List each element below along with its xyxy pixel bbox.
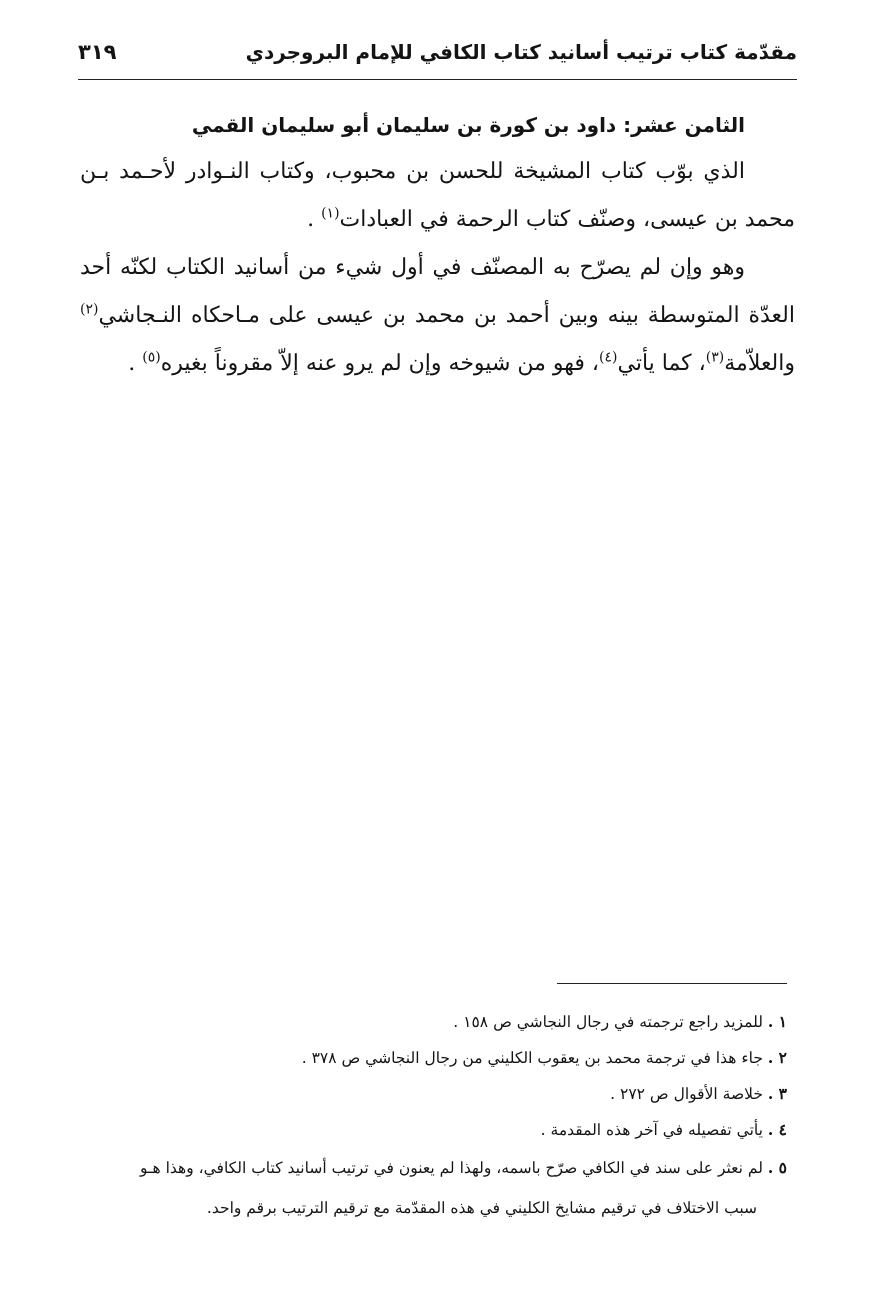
paragraph-2-part-1: وهو وإن لم يصرّح به المصنّف في أول شيء من أسانيد الكتاب لكنّه أحد العدّة المتوسطة بينه وبين أحمد بن محمد بن عيسى على مـاحكاه النـجاشي	[80, 255, 795, 328]
section-heading: الثامن عشر: داود بن كورة بن سليمان أبو سليمان القمي	[191, 113, 745, 137]
footnote-number: ٢ .	[767, 1048, 787, 1067]
main-text	[80, 108, 795, 388]
paragraph-1	[80, 148, 795, 244]
footnote-2	[110, 1040, 787, 1076]
paragraph-1-end: .	[307, 207, 322, 232]
footnote-continuation: سبب الاختلاف في ترقيم مشايخ الكليني في هذه المقدّمة مع ترقيم الترتيب برقم واحد.	[206, 1199, 757, 1217]
paragraph-2-end: .	[128, 351, 143, 376]
footnote-ref-3[interactable]: (٣)	[705, 349, 725, 366]
footnote-ref-4[interactable]: (٤)	[599, 349, 618, 366]
footnote-1	[110, 1004, 787, 1040]
paragraph-2-part-4: ، فهو من شيوخه وإن لم يرو عنه إلاّ مقروناً بغيره	[160, 351, 600, 376]
paragraph-2-part-2: والعلاّمة	[724, 351, 795, 376]
footnote-divider	[557, 983, 787, 984]
footnote-text: خلاصة الأقوال ص ٢٧٢ .	[610, 1085, 763, 1103]
paragraph-2	[80, 244, 795, 388]
running-header	[78, 28, 797, 80]
footnote-ref-1[interactable]: (١)	[321, 205, 340, 222]
footnote-4	[110, 1112, 787, 1148]
header-divider	[78, 79, 797, 80]
page-number: ٣١٩	[78, 40, 117, 64]
paragraph-2-part-3: ، كما يأتي	[617, 351, 706, 376]
footnote-5	[110, 1148, 787, 1228]
footnote-text: للمزيد راجع ترجمته في رجال النجاشي ص ١٥٨ .	[453, 1013, 763, 1031]
footnote-ref-2[interactable]: (٢)	[80, 301, 99, 318]
footnotes	[110, 1004, 787, 1228]
footnote-text: يأتي تفصيله في آخر هذه المقدمة .	[540, 1121, 763, 1139]
paragraph-1-text: الذي بوّب كتاب المشيخة للحسن بن محبوب، وكتاب النـوادر لأحـمد بـن محمد بن عيسى، وصنّف كتاب الرحمة في العبادات	[80, 159, 795, 232]
footnote-number: ٤ .	[767, 1120, 787, 1139]
footnote-number: ٥ .	[767, 1158, 787, 1177]
footnote-text: جاء هذا في ترجمة محمد بن يعقوب الكليني من رجال النجاشي ص ٣٧٨ .	[301, 1049, 763, 1067]
running-header-title: مقدّمة كتاب ترتيب أسانيد كتاب الكافي للإمام البروجردي	[245, 40, 797, 64]
footnote-ref-5[interactable]: (٥)	[142, 349, 161, 366]
footnote-number: ١ .	[767, 1012, 787, 1031]
footnote-3	[110, 1076, 787, 1112]
footnote-number: ٣ .	[767, 1084, 787, 1103]
footnote-text: لم نعثر على سند في الكافي صرّح باسمه، ولهذا لم يعنون في ترتيب أسانيد كتاب الكافي، وهذا هـو	[139, 1159, 763, 1177]
